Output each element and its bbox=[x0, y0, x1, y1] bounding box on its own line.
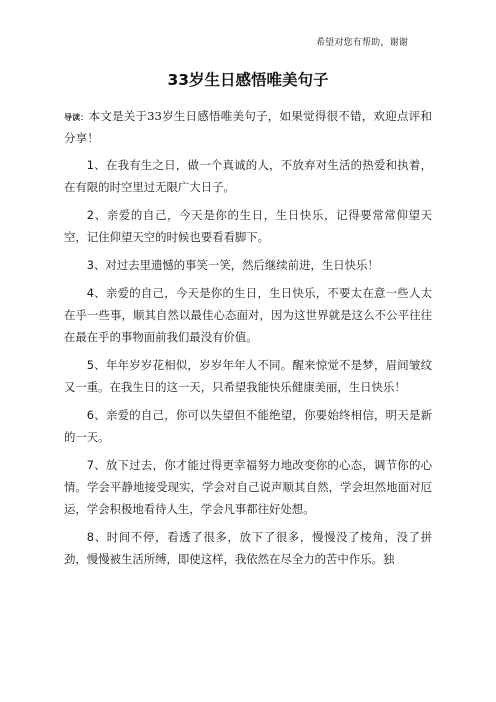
header-note: 希望对您有帮助，谢谢 bbox=[315, 38, 408, 48]
intro-text: 本文是关于33岁生日感悟唯美句子，如果觉得很不错，欢迎点评和分享！ bbox=[64, 109, 432, 145]
paragraph-3: 3、对过去里遗憾的事笑一笑，然后继续前进，生日快乐！ bbox=[86, 258, 379, 272]
paragraph-2: 2、亲爱的自己，今天是你的生日，生日快乐，记得要常常仰望天空，记住仰望天空的时候也要看看脚下。 bbox=[64, 208, 432, 244]
paragraph-8: 8、时间不停，看透了很多，放下了很多，慢慢没了棱角，没了拼劲，慢慢被生活所缚，即使这样，我依然在尽全力的苦中作乐。独 bbox=[64, 530, 432, 566]
document-body bbox=[64, 106, 432, 576]
paragraph-7: 7、放下过去，你才能过得更幸福努力地改变你的心态，调节你的心情。学会平静地接受现实，学会对自己说声顺其自然，学会坦然地面对厄运，学会积极地看待人生，学会凡事都往好处想。 bbox=[64, 458, 432, 516]
paragraph-6: 6、亲爱的自己，你可以失望但不能绝望，你要始终相信，明天是新的一天。 bbox=[64, 408, 432, 444]
intro-paragraph bbox=[64, 106, 432, 148]
page-title: 33岁生日感悟唯美句子 bbox=[167, 71, 329, 89]
paragraph-4: 4、亲爱的自己，今天是你的生日，生日快乐，不要太在意一些人太在乎一些事，顺其自然以最佳心态面对，因为这世界就是这么不公平往往在最在乎的事物面前我们最没有价值。 bbox=[64, 286, 432, 344]
paragraph-5: 5、年年岁岁花相似，岁岁年年人不同。醒来惊觉不是梦，眉间皱纹又一重。在我生日的这一天，只希望我能快乐健康美丽，生日快乐！ bbox=[64, 358, 432, 394]
intro-label: 导读： bbox=[64, 113, 89, 122]
paragraph-1: 1、在我有生之日，做一个真诚的人，不放弃对生活的热爱和执着，在有限的时空里过无限广大日子。 bbox=[64, 158, 432, 194]
